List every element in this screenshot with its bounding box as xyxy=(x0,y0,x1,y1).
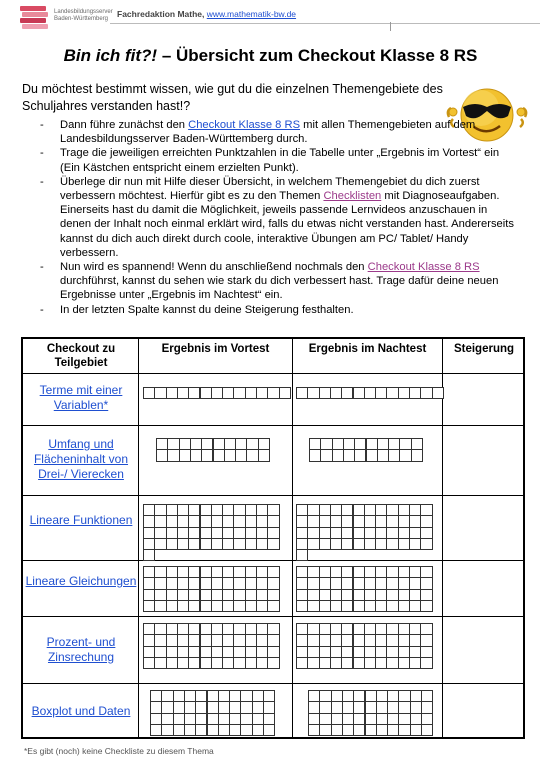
topic-link[interactable]: Lineare Gleichungen xyxy=(25,574,137,588)
score-box[interactable] xyxy=(267,600,279,612)
list-item: - Nun wird es spannend! Wenn du anschließend nochmals den Checkout Klasse 8 RS durchführst, kannst du sehen wie stark du dich verbessert hast. Trage dafür deine neuen Ergebnisse unter „Ergebnis im Nachtest“ ein. xyxy=(38,260,518,303)
topic-link[interactable]: Prozent- und Zinsrechung xyxy=(46,635,116,664)
topic-link[interactable]: Terme mit einer Variablen* xyxy=(39,383,123,412)
list-item: - Überlege dir nun mit Hilfe dieser Übersicht, in welchem Themengebiet du dich zuerst verbessern möchtest. Hierfür gibt es zu den Themen Checklisten mit Diagnoseaufgaben. Einerseits hast du damit die Möglichkeit, jeweils passende Lernvideos anzuschauen in denen der Inhalt noch einmal erklärt wird, falls du etwas nicht verstanden hast. Andererseits kannst du dich auch direkt durch coole, interaktive Übungen am PC/ Tablet/ Handy verbessern. xyxy=(38,175,518,260)
score-box[interactable] xyxy=(267,538,279,550)
table-row xyxy=(23,496,523,561)
topic-link[interactable]: Umfang und Flächeninhalt von Drei-/ Vierecken xyxy=(33,437,129,481)
instruction-list xyxy=(38,118,518,317)
topic-link[interactable]: Lineare Funktionen xyxy=(29,513,133,527)
table-row xyxy=(23,617,523,684)
list-item: - In der letzten Spalte kannst du deine Steigerung festhalten. xyxy=(38,303,518,317)
checkout-link[interactable]: Checkout Klasse 8 RS xyxy=(188,119,301,131)
score-box[interactable] xyxy=(411,449,423,461)
table-row xyxy=(23,426,523,496)
score-box[interactable] xyxy=(279,387,291,399)
page-header xyxy=(20,4,520,34)
list-item: - Dann führe zunächst den Checkout Klasse 8 RS mit allen Themengebieten auf dem Landesbildungsserver Baden-Württemberg durch. xyxy=(38,118,518,146)
table-row xyxy=(23,374,523,426)
header-steigerung: Steigerung xyxy=(453,343,515,355)
logo-books-icon xyxy=(20,4,50,30)
table-row xyxy=(23,561,523,617)
logo-text: Landesbildungsserver Baden-Württemberg xyxy=(54,9,113,22)
header-divider xyxy=(110,23,540,24)
intro-text: Du möchtest bestimmt wissen, wie gut du die einzelnen Themengebiete des Schuljahres verstanden hast!? xyxy=(22,82,443,113)
score-box[interactable] xyxy=(420,600,432,612)
checklisten-link[interactable]: Checklisten xyxy=(323,190,382,203)
header-vortest: Ergebnis im Vortest xyxy=(161,343,270,355)
header-nachtest: Ergebnis im Nachtest xyxy=(308,343,427,355)
footnote: *Es gibt (noch) keine Checkliste zu diesem Thema xyxy=(24,746,214,756)
score-box[interactable] xyxy=(420,538,432,550)
header-title: Fachredaktion Mathe, www.mathematik-bw.de xyxy=(117,9,297,19)
score-box[interactable] xyxy=(421,724,433,736)
score-box[interactable] xyxy=(263,724,275,736)
header-teilgebiet: Checkout zu Teilgebiet xyxy=(46,343,116,369)
topic-link[interactable]: Boxplot und Daten xyxy=(31,704,131,718)
score-box[interactable] xyxy=(432,387,444,399)
score-box[interactable] xyxy=(258,449,270,461)
table-header-row xyxy=(23,339,523,374)
checkout-link-2[interactable]: Checkout Klasse 8 RS xyxy=(367,261,480,274)
score-box[interactable] xyxy=(420,657,432,669)
header-url-link[interactable]: www.mathematik-bw.de xyxy=(206,9,297,19)
score-box[interactable] xyxy=(296,549,308,561)
table-row xyxy=(23,684,523,739)
score-box[interactable] xyxy=(143,549,155,561)
score-box[interactable] xyxy=(267,657,279,669)
page-title: Bin ich fit?! – Übersicht zum Checkout Klasse 8 RS xyxy=(63,46,478,65)
list-item: - Trage die jeweiligen erreichten Punktzahlen in die Tabelle unter „Ergebnis im Vortest“ ein (Ein Kästchen entspricht einem erzielten Punkt). xyxy=(38,146,518,174)
results-table xyxy=(21,337,525,739)
